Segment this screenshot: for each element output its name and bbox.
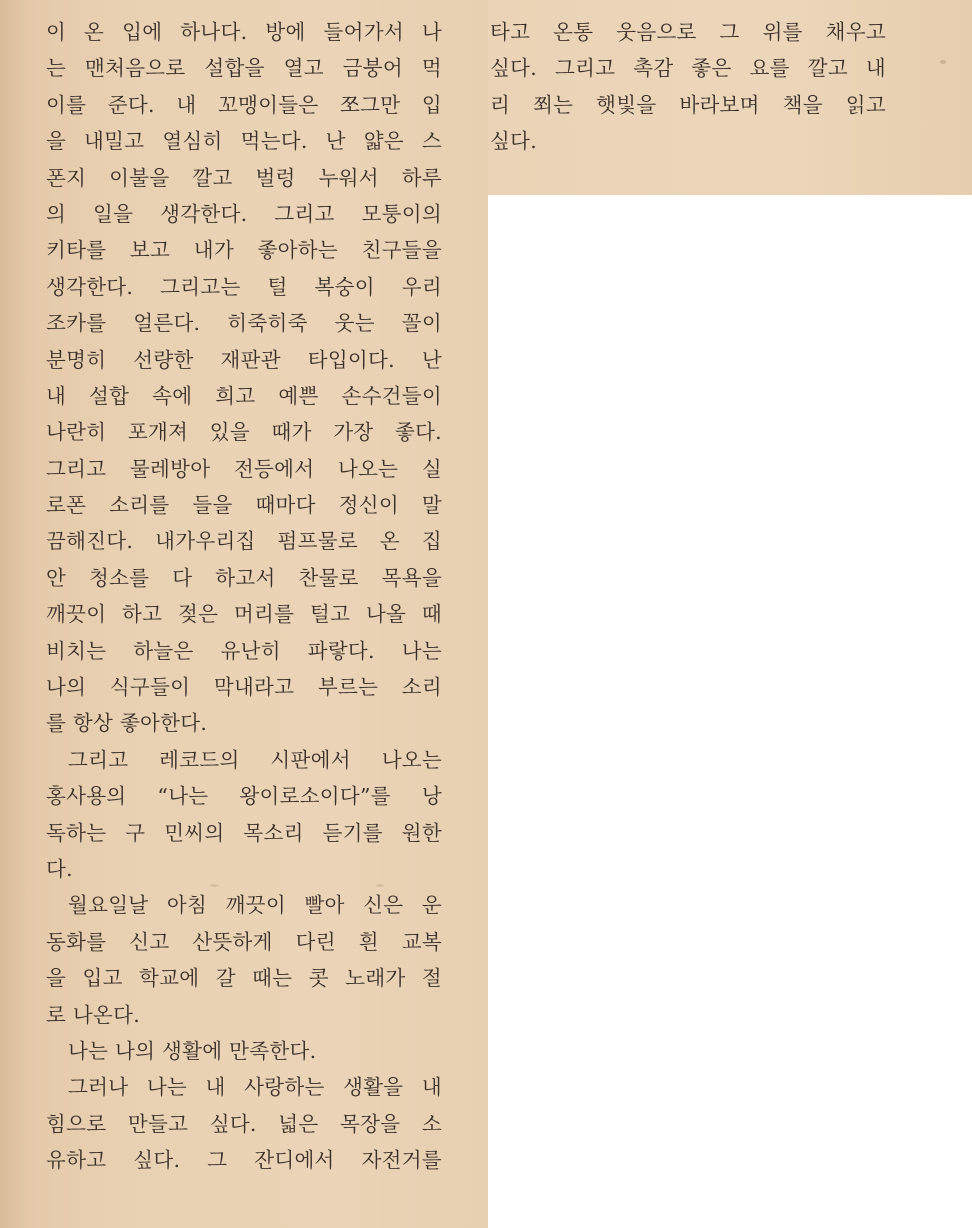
text-line: 힘으로 만들고 싶다. 넓은 목장을 소 — [46, 1111, 442, 1136]
paper-speck — [940, 60, 946, 64]
text-line: 독하는 구 민씨의 목소리 듣기를 원한 — [46, 820, 442, 845]
text-line: 는 맨처음으로 설합을 열고 금붕어 먹 — [46, 56, 442, 81]
text-line: 나란히 포개져 있을 때가 가장 좋다. — [46, 420, 442, 445]
text-line: 로폰 소리를 들을 때마다 정신이 말 — [46, 493, 442, 518]
text-line: 그리고 물레방아 전등에서 나오는 실 — [46, 456, 442, 481]
text-line: 조카를 얼른다. 히죽히죽 웃는 꼴이 — [46, 311, 442, 336]
text-line: 홍사용의 “나는 왕이로소이다”를 낭 — [46, 784, 442, 809]
text-line: 끔해진다. 내가우리집 펌프물로 온 집 — [46, 529, 442, 554]
right-text-column — [490, 14, 886, 160]
text-line: 안 청소를 다 하고서 찬물로 목욕을 — [46, 565, 442, 590]
text-line: 이를 준다. 내 꼬맹이들은 쪼그만 입 — [46, 92, 442, 117]
text-line: 깨끗이 하고 젖은 머리를 털고 나올 때 — [46, 602, 442, 627]
text-line: 나는 나의 생활에 만족한다. — [68, 1038, 317, 1063]
text-line: 이 온 입에 하나다. 방에 들어가서 나 — [46, 20, 442, 44]
blank-area — [488, 195, 972, 1228]
text-line: 비치는 하늘은 유난히 파랗다. 나는 — [46, 638, 442, 663]
text-line: 유하고 싶다. 그 잔디에서 자전거를 — [46, 1148, 442, 1173]
text-line: 내 설합 속에 희고 예쁜 손수건들이 — [46, 383, 442, 408]
text-line: 싶다. — [490, 129, 538, 154]
text-line: 리 쬐는 햇빛을 바라보며 책을 읽고 — [490, 92, 886, 117]
text-line: 생각한다. 그리고는 털 복숭이 우리 — [46, 274, 442, 299]
text-line: 의 일을 생각한다. 그리고 모퉁이의 — [46, 201, 442, 226]
text-line: 키타를 보고 내가 좋아하는 친구들을 — [46, 238, 442, 263]
text-line: 을 입고 학교에 갈 때는 콧 노래가 절 — [46, 966, 442, 991]
text-line: 그러나 나는 내 사랑하는 생활을 내 — [68, 1075, 442, 1100]
left-text-column — [46, 14, 442, 1179]
text-line: 나의 식구들이 막내라고 부르는 소리 — [46, 675, 442, 700]
text-line: 동화를 신고 산뜻하게 다린 흰 교복 — [46, 929, 442, 954]
text-line: 싶다. 그리고 촉감 좋은 요를 깔고 내 — [490, 56, 886, 81]
text-line: 다. — [46, 856, 73, 881]
text-line: 월요일날 아침 깨끗이 빨아 신은 운 — [68, 893, 442, 918]
text-line: 을 내밀고 열심히 먹는다. 난 얇은 스 — [46, 129, 442, 154]
text-line: 그리고 레코드의 시판에서 나오는 — [68, 747, 442, 772]
text-line: 로 나온다. — [46, 1002, 141, 1027]
text-line: 분명히 선량한 재판관 타입이다. 난 — [46, 347, 442, 372]
text-line: 폰지 이불을 깔고 벌렁 누워서 하루 — [46, 165, 442, 190]
text-line: 를 항상 좋아한다. — [46, 711, 208, 736]
text-line: 타고 온통 웃음으로 그 위를 채우고 — [490, 20, 886, 44]
